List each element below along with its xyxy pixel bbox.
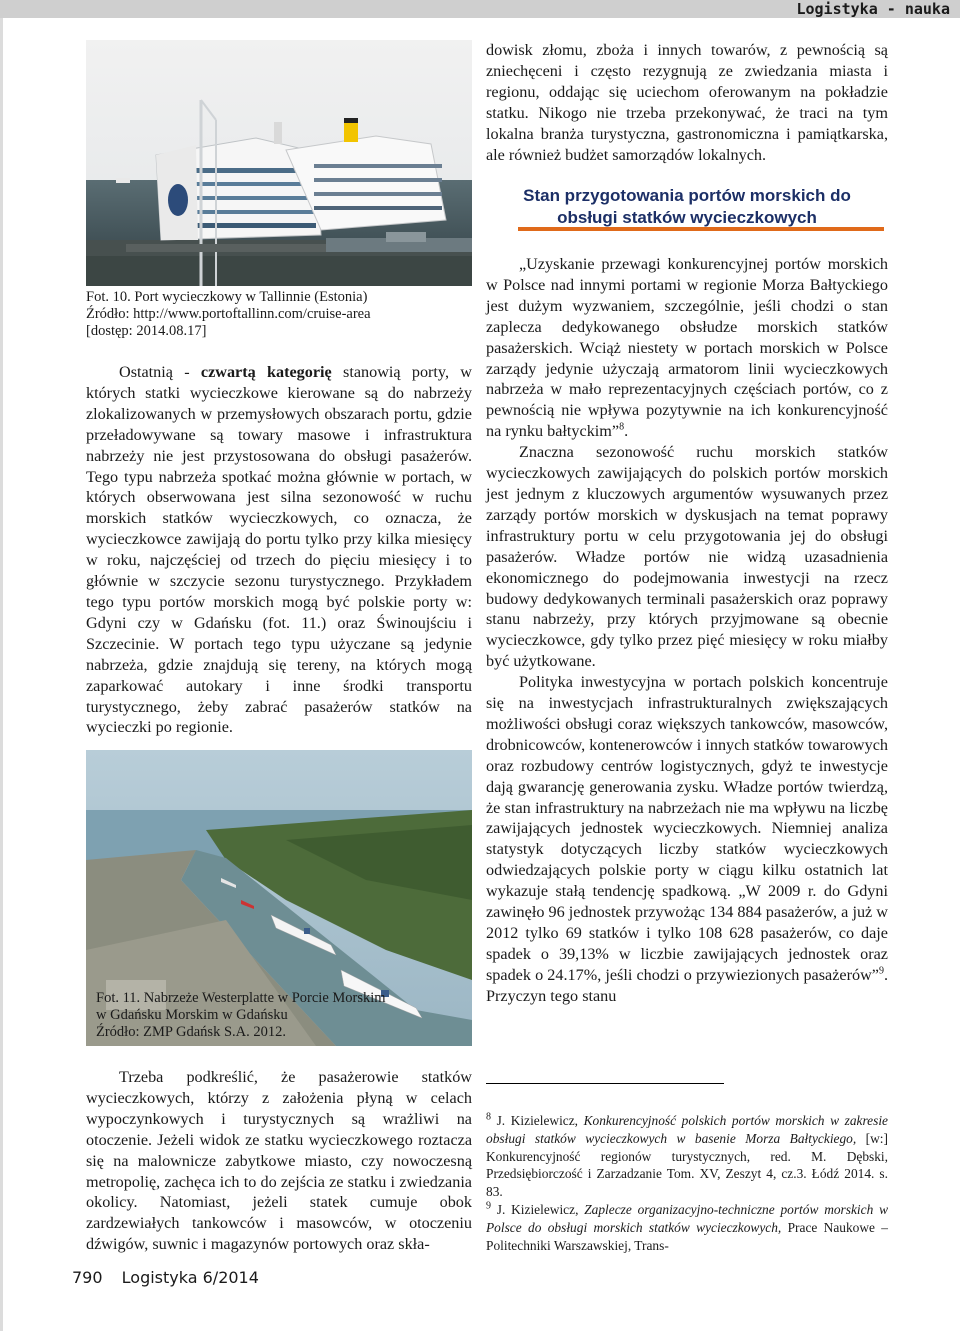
footnote-8-author: J. Kizielewicz,	[491, 1113, 584, 1128]
para-quote-competitiveness: „Uzyskanie przewagi konkurencyjnej portów morskich w Polsce nad innymi portami w regionie Morza Bałtyckiego jest dużym wyzwaniem, szczególnie, jeśli chodzi o stan zaplecza dedykowanego obsłudze morskich statków pasażerskich. Wciąż niestety w portach morskich w Polsce zarządy jedynie użyczają armatorom linii wycieczkowych nabrzeża w mało reprezentacyjnych częściach portów, co z pewnością nie wpływa pozytywnie na ich konkurencyjność na rynku bałtyckim”	[486, 255, 888, 441]
page-number: 790	[72, 1268, 103, 1287]
footnote-8	[486, 1112, 888, 1201]
footnote-9-title: Zaplecze organizacyjno-techniczne portów morskich w Polsce do obsługi morskich statków wycieczkowych,	[486, 1201, 888, 1235]
para1-body: stanowią porty, w których statki wycieczkowe kierowane są do nabrzeży zlokalizowanych w przemysłowych obszarach portu, gdzie przeładowywane są towary masowe i infrastruktura nabrzeży nie jest przystosowana do obsługi pasażerów. Tego typu nabrzeża spotkać można głównie w portach, w których obserwowana jest silna sezonowość w ruchu morskich statków wycieczkowych, co oznacza, że wycieczkowce zawijają do portu tylko przy kilka miesięcy w roku, najczęściej od trzech do pięciu miesięcy i to głównie w szczycie sezonu turystycznego. Przykładem tego typu portów morskich mogą być polskie porty w: Gdyni czy w Gdańsku (fot. 11.) oraz Świnoujściu i Szczecinie. W portach tego typu użyczane są jedynie nabrzeża, gdzie znajdują się tereny, na których mogą zaparkować autokary i inne środki transportu turystycznego, żeby zabrać pasażerów statków na wycieczki po regionie.	[86, 363, 472, 737]
footnote-ref-9[interactable]: 9	[878, 965, 884, 977]
section-heading	[486, 185, 888, 229]
caption-fig11-line1: Fot. 11. Nabrzeże Westerplatte w Porcie Morskim	[96, 990, 386, 1006]
footnote-8-title: Konkurencyjność polskich portów morskich w zakresie obsługi statków wycieczkowych w basenie Morza Bałtyckiego,	[486, 1113, 888, 1146]
caption-fig11-line2: w Gdańsku Morskim w Gdańsku	[96, 1007, 288, 1023]
footnote-ref-8[interactable]: 8	[619, 421, 625, 433]
caption-fig10	[86, 289, 472, 340]
paragraph-continuation: dowisk złomu, zboża i innych towarów, z pewnością są zniechęceni i często rezygnują ze zwiedzania miasta i regionu, oddając się uciechom oferowanym na pokładzie statku. Nikogo nie trzeba przekonywać, że traci na tym lokalna branża turystyczna, gastronomiczna i pamiątkarska, ale również budżet samorządów lokalnych.	[486, 41, 888, 164]
footnote-8-details: [w:] Konkurencyjność regionów turystycznych, red. M. Dębski, Przedsiębiorczość i Zarzadzanie Tom. XV, Zeszyt 4, cz.3. Łódź 2014. s. 83.	[486, 1130, 888, 1200]
caption-fig10-source: Źródło: http://www.portoftallinn.com/cruise-area	[86, 306, 371, 322]
running-header-title: Logistyka - nauka	[796, 0, 950, 18]
paragraph-competitive-advantage	[486, 254, 888, 442]
photo-tallinn-cruise-port	[86, 40, 472, 286]
paragraph-fourth-category	[86, 362, 472, 738]
para-investment-body: Polityka inwestycyjna w portach polskich koncentruje się na inwestycjach infrastrukturalnych zwiększających możliwości obsługi coraz większych tankowców, masowców, drobnicowców, kontenerowców i innych statków towarowych oraz rozbudowy centrów logistycznych, gdyż te inwestycje dają gwarancję generowania zysku. Władze portów twierdzą, że stan infrastruktury na nabrzeżach nie ma wpływu na liczbę zawijających jednostek wycieczkowych. Niemniej analiza statystyk dotyczących liczby statków wycieczkowych odwiedzających polskie porty w ciągu kilku ostatnich lat wykazuje stałą tendencję spadkową. „W 2009 r. do Gdyni zawinęło 96 jednostek przywożąc 134 884 pasażerów, a już w 2012 tylko 69 statków i tylko 108 628 pasażerów, co daje spadek o 39,13% w liczbie zawijających jednostek oraz spadek o 24.17%, jeśli chodzi o przywiezionych pasażerów”	[486, 673, 888, 984]
left-column-text-1	[86, 362, 472, 738]
paragraph-passenger-sensitivity: Trzeba podkreślić, że pasażerowie statków wycieczkowych, którzy z założenia płyną w celach wypoczynkowych i turystycznych są wrażliwi na otoczenie. Jeżeli widok ze statku wycieczkowego roztacza się na malownicze zabytkowe miasto, czy nowoczesną metropolię, zachęca ich to do zejścia ze statku i zwiedzania okolicy. Natomiast, jeżeli statek cumuje obok zardzewiałych tankowców i masowców, w otoczeniu dźwigów, suwnic i magazynów portowych oraz skła-	[86, 1068, 472, 1254]
para1-bold-term: czwartą kategorię	[200, 363, 332, 381]
right-column-continuation	[486, 40, 888, 165]
caption-fig11	[96, 990, 466, 1041]
para-quote-end: .	[624, 422, 629, 441]
running-header	[0, 0, 960, 18]
paragraph-seasonality: Znaczna sezonowość ruchu morskich statków wycieczkowych zawijających do polskich portów morskich jest jednym z kluczowych argumentów wysuwanych przez zarządy portów morskich w dyskusjach na temat poprawy infrastruktury portu w celu przygotowania jej do obsługi pasażerów. Władze portów nie widzą uzasadnienia ekonomicznego do podejmowania inwestycji na rzecz budowy dedykowanych terminali pasażerskich oraz poprawy stanu nabrzeży, przy których przyjmowane są obecnie wycieczkowce, gdy tylko przez pięć miesięcy w roku miałby być użytkowane.	[486, 443, 888, 671]
caption-fig10-line1: Fot. 10. Port wycieczkowy w Tallinnie (Estonia)	[86, 289, 368, 305]
footnote-8-number: 8	[486, 1111, 491, 1123]
caption-fig11-source: Źródło: ZMP Gdańsk S.A. 2012.	[96, 1024, 286, 1040]
left-column-text-2	[86, 1067, 472, 1255]
section-heading-rule	[518, 227, 884, 231]
footnote-9-details: Prace Naukowe – Politechniki Warszawskiej, Trans-	[486, 1219, 888, 1253]
para-investment-end: . Przyczyn tego stanu	[486, 965, 888, 1005]
footnote-9-author: J. Kizielewicz,	[491, 1201, 585, 1217]
footnote-separator	[486, 1083, 724, 1084]
journal-name: Logistyka 6/2014	[121, 1268, 259, 1287]
page-footer	[72, 1268, 259, 1287]
caption-fig10-access-date: [dostęp: 2014.08.17]	[86, 323, 207, 339]
photo-tallinn-illustration	[86, 40, 472, 286]
section-heading-line2: obsługi statków wycieczkowych	[557, 208, 817, 227]
footnote-9-number: 9	[486, 1200, 491, 1212]
right-column-text	[486, 254, 888, 1007]
para1-lead: Ostatnią -	[119, 363, 201, 381]
footnotes	[486, 1112, 888, 1254]
page-edge-rule	[0, 18, 3, 1331]
footnote-9	[486, 1201, 888, 1254]
section-heading-line1: Stan przygotowania portów morskich do	[523, 186, 851, 205]
paragraph-investment-policy	[486, 672, 888, 1007]
